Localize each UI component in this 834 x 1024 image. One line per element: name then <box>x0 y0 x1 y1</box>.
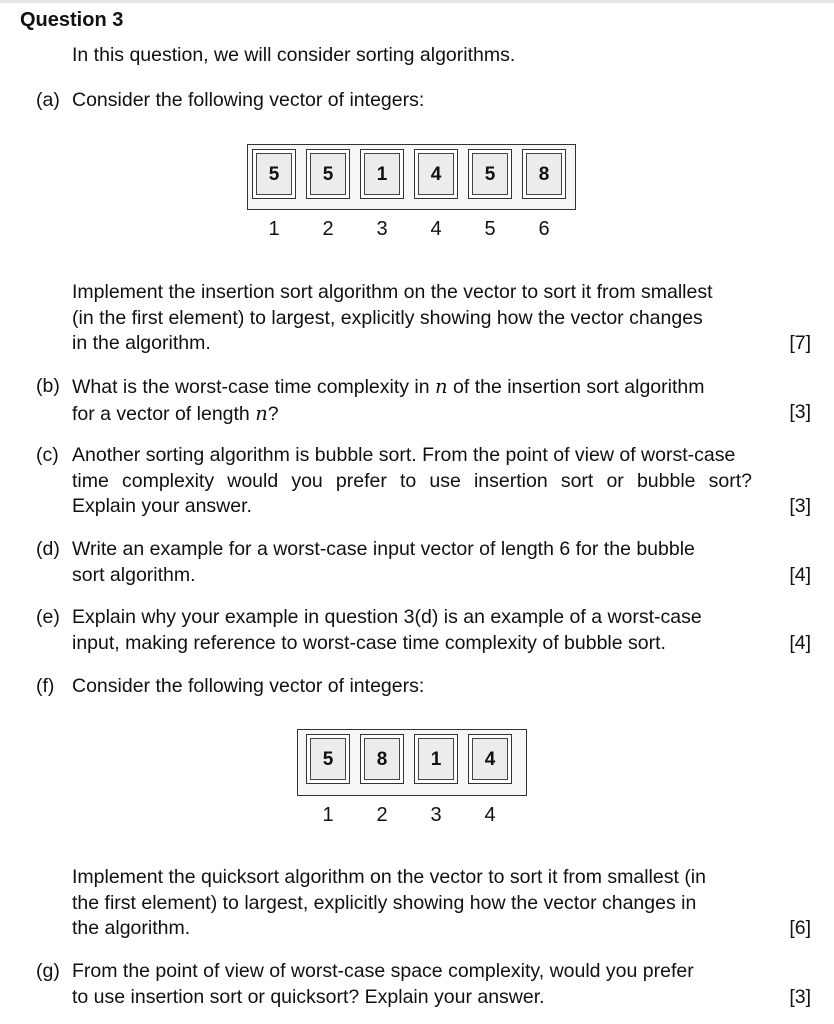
vector-f-index: 4 <box>484 804 496 826</box>
part-c-line: Explain your answer. <box>72 495 252 517</box>
part-b-line-1: What is the worst-case time complexity in n of the insertion sort algorithm <box>72 375 705 398</box>
vector-f-index: 2 <box>376 804 388 826</box>
question-intro: In this question, we will consider sorting algorithms. <box>72 44 516 66</box>
part-e-line: input, making reference to worst-case time complexity of bubble sort. <box>72 631 666 654</box>
vector-a-cell: 8 <box>522 149 566 199</box>
vector-a-index: 6 <box>538 218 550 240</box>
vector-f-cell: 5 <box>306 734 350 784</box>
part-f-task-line: the first element) to largest, explicitly showing how the vector changes in <box>72 891 697 914</box>
top-border <box>0 0 834 3</box>
vector-f-index: 1 <box>322 804 334 826</box>
part-b-marks: [3] <box>789 401 811 423</box>
vector-a-cell: 5 <box>306 149 350 199</box>
vector-a-cell: 1 <box>360 149 404 199</box>
part-d-line: Write an example for a worst-case input vector of length 6 for the bubble <box>72 538 695 560</box>
part-b-label: (b) <box>36 375 60 397</box>
vector-a-index: 1 <box>268 218 280 240</box>
vector-a-index: 2 <box>322 218 334 240</box>
vector-a <box>247 144 576 210</box>
vector-a-cell: 5 <box>468 149 512 199</box>
part-c-marks: [3] <box>789 495 811 517</box>
vector-f-cell: 4 <box>468 734 512 784</box>
part-f-marks: [6] <box>789 917 811 939</box>
part-c-line: time complexity would you prefer to use insertion sort or bubble sort? <box>72 469 752 492</box>
vector-f-index: 3 <box>430 804 442 826</box>
vector-f-cell: 1 <box>414 734 458 784</box>
part-e-label: (e) <box>36 606 60 628</box>
part-c-line: Another sorting algorithm is bubble sort. From the point of view of worst-case <box>72 444 736 466</box>
part-a-task-line: (in the first element) to largest, explicitly showing how the vector changes <box>72 306 703 329</box>
vector-f-cell: 8 <box>360 734 404 784</box>
part-a-task-line: in the algorithm. <box>72 332 211 354</box>
part-f-text: Consider the following vector of integers: <box>72 675 425 697</box>
part-d-line: sort algorithm. <box>72 563 196 586</box>
vector-a-cell: 5 <box>252 149 296 199</box>
vector-a-index: 5 <box>484 218 496 240</box>
part-b-line-2: for a vector of length n? <box>72 401 279 425</box>
vector-a-cell: 4 <box>414 149 458 199</box>
part-a-marks: [7] <box>789 332 811 354</box>
part-e-marks: [4] <box>789 632 811 654</box>
part-g-marks: [3] <box>789 986 811 1008</box>
part-f-label: (f) <box>36 675 55 697</box>
vector-a-index: 4 <box>430 218 442 240</box>
part-d-marks: [4] <box>789 564 811 586</box>
part-g-line: From the point of view of worst-case space complexity, would you prefer <box>72 960 694 982</box>
vector-a-index: 3 <box>376 218 388 240</box>
part-a-text: Consider the following vector of integers: <box>72 89 425 111</box>
variable-n: n <box>255 401 268 425</box>
part-a-label: (a) <box>36 89 60 111</box>
part-f-task-line: the algorithm. <box>72 917 191 939</box>
part-d-label: (d) <box>36 538 60 560</box>
part-g-label: (g) <box>36 960 60 982</box>
part-a-task-line: Implement the insertion sort algorithm on the vector to sort it from smallest <box>72 281 713 303</box>
part-e-line: Explain why your example in question 3(d) is an example of a worst-case <box>72 606 702 628</box>
part-f-task-line: Implement the quicksort algorithm on the vector to sort it from smallest (in <box>72 866 706 888</box>
variable-n: n <box>435 375 448 398</box>
part-g-line: to use insertion sort or quicksort? Explain your answer. <box>72 985 545 1008</box>
question-title: Question 3 <box>20 9 124 31</box>
part-c-label: (c) <box>36 444 59 466</box>
vector-f <box>297 729 527 796</box>
